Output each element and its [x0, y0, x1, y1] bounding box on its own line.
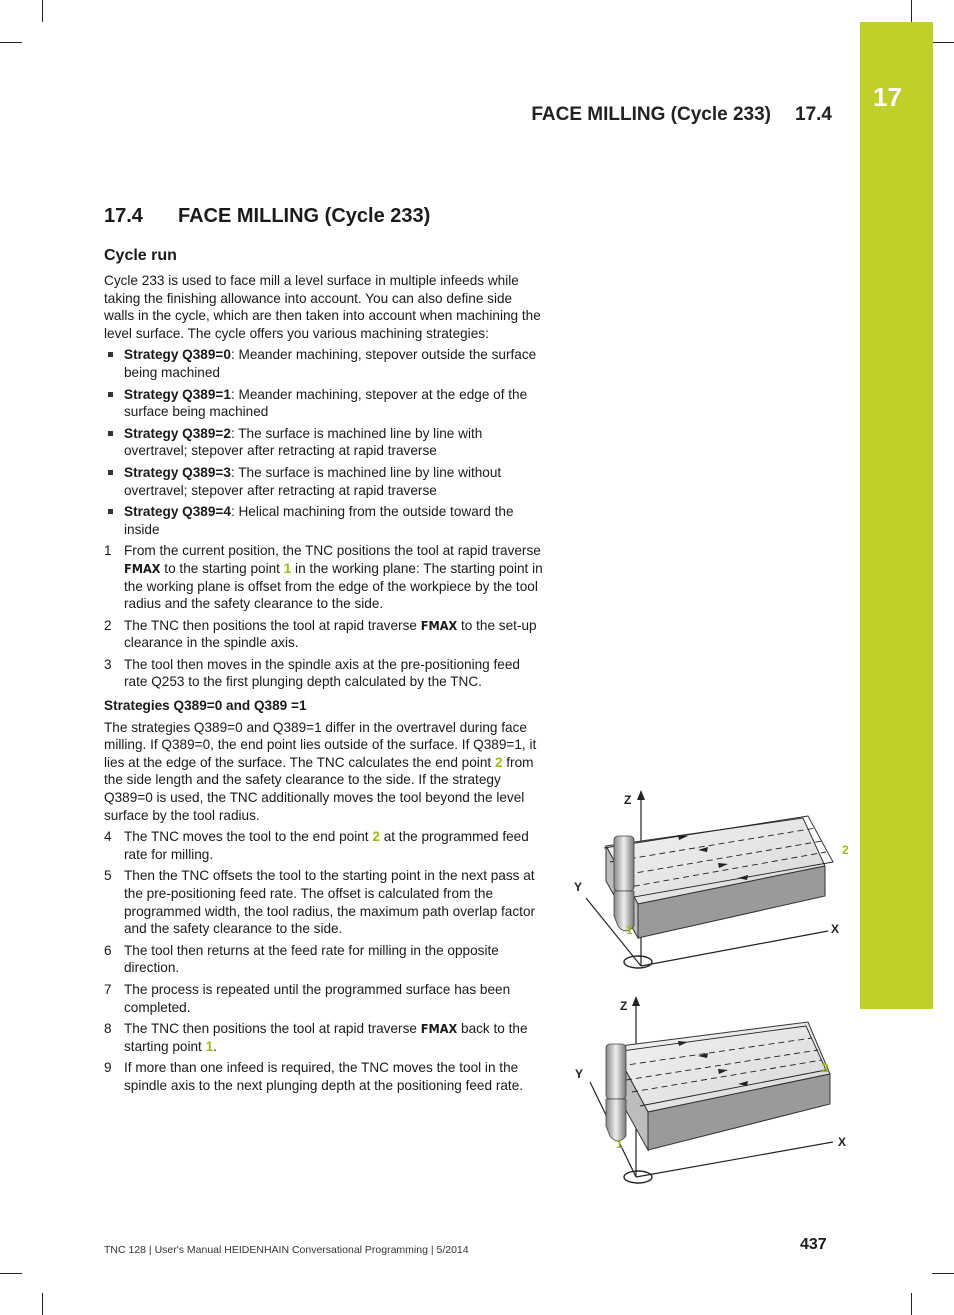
step-text: [124, 1021, 528, 1054]
crop-mark: [0, 42, 22, 43]
figure-strategy-q389-1: [568, 992, 858, 1192]
axis-x-label: X: [838, 1135, 847, 1149]
section-title: [104, 204, 544, 228]
running-head-section: 17.4: [795, 104, 832, 125]
step-number: 2: [104, 617, 112, 633]
chapter-tab: [860, 22, 933, 1009]
para-text: The strategies Q389=0 and Q389=1 differ in the overtravel during face milling. If Q389=0, the end point lies outside of the surface. If Q389=1, it lies at the edge of the surface. The TNC calculates the end point: [104, 719, 537, 770]
strategy-text: : The surface is machined line by line without overtravel; stepover after retracting at rapid traverse: [124, 464, 502, 498]
crop-mark: [932, 1273, 954, 1274]
fmax-keyword: FMAX: [420, 1021, 458, 1037]
step-text-part: to the starting point: [160, 560, 284, 576]
step-text: [124, 868, 535, 936]
fmax-keyword: FMAX: [124, 560, 161, 576]
strategy-label: Strategy Q389=1: [124, 386, 231, 402]
point-ref: 1: [205, 1038, 214, 1054]
strategy-item: [104, 503, 544, 538]
tool-shank: [614, 836, 634, 891]
arrow-icon: [637, 790, 645, 800]
step-list-b: [104, 828, 544, 1094]
step-text-part: If more than one infeed is required, the TNC moves the tool in the spindle axis to the next plunging depth at the positioning feed rate.: [124, 1060, 524, 1093]
step-item: [104, 828, 544, 863]
step-text-part: The TNC then positions the tool at rapid traverse: [124, 617, 421, 633]
section-number: 17.4: [104, 205, 143, 227]
step-text-part: back to the starting point: [124, 1021, 528, 1054]
step-number: 7: [104, 981, 112, 997]
page-footer: TNC 128 | User's Manual HEIDENHAIN Conversational Programming | 5/2014: [104, 1244, 469, 1256]
strategy-text: : Meander machining, stepover outside the surface being machined: [124, 347, 537, 380]
point-2-label: 2: [842, 843, 849, 857]
strategy-item: [104, 464, 544, 499]
step-text-part: The process is repeated until the programmed surface has been completed.: [124, 981, 511, 1015]
page-number: 437: [800, 1236, 827, 1253]
step-text-part: The tool then moves in the spindle axis at the pre-positioning feed rate Q253 to the first plunging depth calculated by the TNC.: [124, 656, 520, 690]
step-item: [104, 942, 544, 977]
point-ref-2: 2: [494, 754, 503, 770]
step-item: [104, 867, 544, 937]
crop-mark: [42, 1293, 43, 1315]
step-item: [104, 617, 544, 652]
step-text: [124, 829, 529, 862]
step-item: [104, 542, 544, 612]
strategy-item: [104, 425, 544, 460]
point-1-label: 1: [626, 923, 633, 937]
para-text: from the side length and the safety clearance to the side. If the strategy Q389=0 is used, the TNC additionally moves the tool beyond the level surface by the tool radius.: [104, 754, 534, 823]
step-item: [104, 1059, 544, 1094]
step-text-part: in the working plane: The starting point in the working plane is offset from the edge of the workpiece by the tool radius and the safety clearance to the side.: [124, 560, 543, 612]
x-axis-line: [636, 1142, 833, 1177]
crop-mark: [911, 1293, 912, 1315]
step-text-part: to the set-up clearance in the spindle axis.: [124, 617, 537, 651]
step-text-part: The tool then returns at the feed rate for milling in the opposite direction.: [124, 942, 499, 976]
strategy-text: : Helical machining from the outside toward the inside: [124, 504, 514, 537]
step-number: 3: [104, 656, 112, 672]
point-2-label: 2: [822, 1061, 829, 1075]
strategy-item: [104, 386, 544, 421]
step-text: [124, 618, 537, 651]
strategy-label: Strategy Q389=4: [124, 504, 231, 520]
axis-z-label: Z: [624, 793, 632, 807]
axis-z-label: Z: [620, 999, 628, 1013]
step-text: [124, 943, 499, 976]
arrow-icon: [632, 996, 640, 1006]
point-1-label: 1: [616, 1137, 623, 1151]
step-text: [124, 543, 543, 611]
chapter-number: 17: [873, 82, 902, 112]
strategy-list: [104, 346, 544, 538]
step-text: [124, 982, 510, 1015]
strategy-text: : The surface is machined line by line with overtravel; stepover after retracting at rapid traverse: [124, 425, 483, 459]
step-number: 6: [104, 942, 112, 958]
step-text-part: at the programmed feed rate for milling.: [124, 829, 529, 862]
point-ref: 1: [283, 560, 292, 576]
step-text-part: From the current position, the TNC positions the tool at rapid traverse: [124, 543, 541, 559]
section-title-text: FACE MILLING (Cycle 233): [178, 205, 431, 227]
step-text-part: The TNC moves the tool to the end point: [124, 829, 373, 845]
point-ref: 2: [372, 829, 380, 845]
running-head: [531, 104, 832, 126]
step-text-part: The TNC then positions the tool at rapid traverse: [124, 1021, 421, 1037]
step-list-a: [104, 542, 544, 691]
running-head-title: FACE MILLING (Cycle 233): [531, 104, 772, 125]
step-item: [104, 656, 544, 691]
strategy-label: Strategy Q389=3: [124, 464, 231, 480]
tool-flutes: [606, 1099, 626, 1141]
cycle-run-heading: Cycle run: [104, 247, 177, 264]
strategy-item: [104, 346, 544, 381]
axis-y-label: Y: [574, 880, 583, 894]
axis-y-label: Y: [575, 1067, 584, 1081]
step-item: [104, 1020, 544, 1055]
crop-mark: [42, 0, 43, 22]
strategy-label: Strategy Q389=2: [124, 425, 231, 441]
strategies-subheading: Strategies Q389=0 and Q389 =1: [104, 698, 307, 714]
step-text-part: Then the TNC offsets the tool to the starting point in the next pass at the pre-positioning feed rate. The offset is calculated from the programmed width, the tool radius, the maximum path overlap factor and the safety clearance to the side.: [124, 868, 536, 937]
step-number: 8: [104, 1021, 112, 1037]
fmax-keyword: FMAX: [420, 617, 458, 633]
step-item: [104, 981, 544, 1016]
step-text: [124, 657, 520, 690]
step-number: 4: [104, 829, 112, 845]
crop-mark: [932, 42, 954, 43]
step-text-part: .: [213, 1038, 217, 1054]
step-number: 5: [104, 868, 112, 884]
step-number: 1: [104, 543, 112, 559]
tool-shank: [606, 1044, 626, 1099]
main-content: [104, 204, 544, 1099]
figure-strategy-q389-0: [568, 786, 858, 986]
step-text: [124, 1060, 523, 1093]
crop-mark: [911, 0, 912, 22]
x-axis-line: [641, 931, 828, 966]
strategies-paragraph: [104, 719, 544, 825]
axis-x-label: X: [831, 922, 840, 936]
intro-paragraph: Cycle 233 is used to face mill a level surface in multiple infeeds while taking the finishing allowance into account. You can also define side walls in the cycle, which are then taken into account when machining the level surface. The cycle offers you various machining strategies:: [104, 273, 541, 341]
crop-mark: [0, 1273, 22, 1274]
strategy-label: Strategy Q389=0: [124, 347, 231, 363]
step-number: 9: [104, 1060, 112, 1076]
strategy-text: : Meander machining, stepover at the edge of the surface being machined: [124, 386, 528, 420]
